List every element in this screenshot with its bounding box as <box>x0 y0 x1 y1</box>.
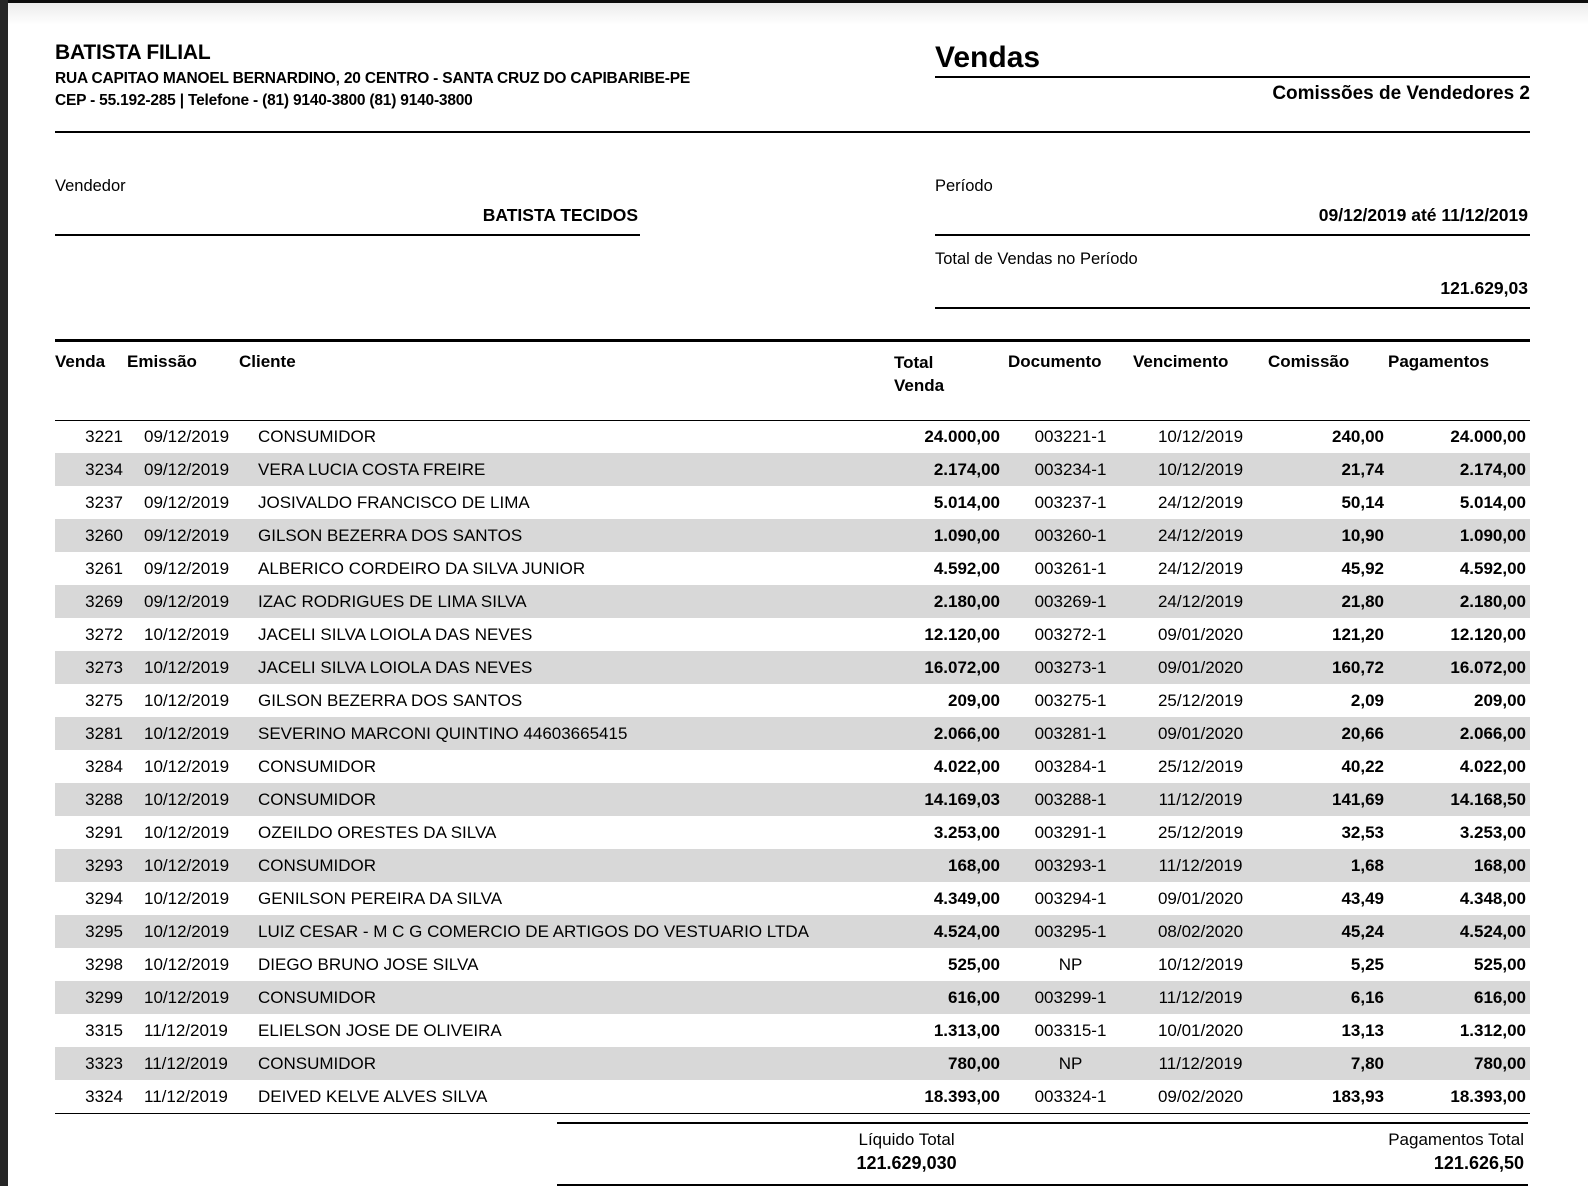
cell-emissao: 09/12/2019 <box>144 492 230 512</box>
cell-cliente: CONSUMIDOR <box>258 427 377 447</box>
table-row <box>55 750 1530 783</box>
cell-emissao: 10/12/2019 <box>144 756 230 776</box>
cell-pagamentos: 209,00 <box>1474 690 1526 710</box>
cell-venda: 3284 <box>85 756 123 776</box>
report-content <box>55 0 1530 1186</box>
cell-total-venda: 12.120,00 <box>924 624 1000 644</box>
cell-documento: 003293-1 <box>1034 855 1107 875</box>
col-header-comissao: Comissão <box>1268 351 1350 371</box>
cell-documento: 003324-1 <box>1034 1086 1107 1106</box>
cell-cliente: CONSUMIDOR <box>258 1053 377 1073</box>
cell-total-venda: 209,00 <box>948 690 1000 710</box>
cell-cliente: JOSIVALDO FRANCISCO DE LIMA <box>258 492 530 512</box>
cell-comissao: 2,09 <box>1350 690 1384 710</box>
total-vendas-field <box>935 250 1530 309</box>
cell-vencimento: 11/12/2019 <box>1158 1053 1243 1073</box>
cell-vencimento: 24/12/2019 <box>1157 558 1244 578</box>
header-divider <box>55 131 1530 133</box>
vendedor-value: BATISTA TECIDOS <box>55 196 640 236</box>
cell-emissao: 09/12/2019 <box>144 427 230 447</box>
cell-emissao: 09/12/2019 <box>144 591 230 611</box>
col-header-emissao: Emissão <box>127 351 197 371</box>
cell-total-venda: 1.090,00 <box>933 525 1000 545</box>
cell-pagamentos: 2.180,00 <box>1459 591 1526 611</box>
cell-documento: 003294-1 <box>1034 888 1107 908</box>
vendedor-label: Vendedor <box>55 176 126 195</box>
cell-pagamentos: 168,00 <box>1474 855 1526 875</box>
cell-pagamentos: 2.174,00 <box>1459 459 1526 479</box>
cell-total-venda: 4.592,00 <box>933 558 1000 578</box>
table-row <box>55 849 1530 882</box>
filter-section <box>55 177 1530 309</box>
report-subtitle: Comissões de Vendedores 2 <box>1272 83 1530 104</box>
cell-comissao: 21,74 <box>1341 459 1384 479</box>
cell-pagamentos: 4.524,00 <box>1459 921 1526 941</box>
cell-documento: NP <box>1058 1053 1083 1073</box>
cell-comissao: 1,68 <box>1350 855 1384 875</box>
cell-cliente: CONSUMIDOR <box>258 756 377 776</box>
cell-venda: 3288 <box>85 789 123 809</box>
cell-total-venda: 2.180,00 <box>933 591 1000 611</box>
cell-venda: 3234 <box>85 459 123 479</box>
periodo-field <box>935 177 1530 236</box>
cell-vencimento: 24/12/2019 <box>1157 492 1244 512</box>
cell-pagamentos: 18.393,00 <box>1450 1086 1526 1106</box>
cell-venda: 3275 <box>85 690 123 710</box>
pagamentos-total-value: 121.626,50 <box>1433 1153 1524 1174</box>
cell-comissao: 7,80 <box>1350 1053 1384 1073</box>
cell-venda: 3323 <box>85 1053 123 1073</box>
company-address-line2: CEP - 55.192-285 | Telefone - (81) 9140-3800 (81) 9140-3800 <box>55 92 473 110</box>
cell-documento: 003299-1 <box>1034 987 1107 1007</box>
cell-documento: NP <box>1058 954 1083 974</box>
table-row <box>55 717 1530 750</box>
cell-venda: 3269 <box>85 591 123 611</box>
cell-venda: 3221 <box>85 427 123 447</box>
table-row <box>55 1014 1530 1047</box>
liquido-total-label: Líquido Total <box>858 1130 955 1150</box>
cell-documento: 003237-1 <box>1034 492 1107 512</box>
table-row <box>55 420 1530 453</box>
cell-emissao: 09/12/2019 <box>144 525 230 545</box>
cell-pagamentos: 780,00 <box>1474 1053 1526 1073</box>
cell-pagamentos: 5.014,00 <box>1459 492 1526 512</box>
sales-table-body <box>55 420 1530 1113</box>
cell-cliente: CONSUMIDOR <box>258 987 377 1007</box>
cell-venda: 3272 <box>85 624 123 644</box>
cell-cliente: DIEGO BRUNO JOSE SILVA <box>258 954 479 974</box>
table-row <box>55 651 1530 684</box>
cell-comissao: 20,66 <box>1341 723 1384 743</box>
cell-cliente: JACELI SILVA LOIOLA DAS NEVES <box>258 657 533 677</box>
cell-cliente: CONSUMIDOR <box>258 855 377 875</box>
cell-emissao: 10/12/2019 <box>144 855 230 875</box>
table-row <box>55 981 1530 1014</box>
cell-vencimento: 09/01/2020 <box>1157 624 1244 644</box>
sales-table-header <box>55 340 1530 420</box>
cell-emissao: 10/12/2019 <box>144 888 230 908</box>
cell-cliente: GENILSON PEREIRA DA SILVA <box>258 888 503 908</box>
cell-vencimento: 25/12/2019 <box>1157 756 1244 776</box>
cell-total-venda: 3.253,00 <box>933 822 1000 842</box>
cell-venda: 3237 <box>85 492 123 512</box>
liquido-total-block <box>557 1130 1256 1174</box>
cell-pagamentos: 24.000,00 <box>1450 427 1526 447</box>
liquido-total-value: 121.629,030 <box>856 1153 957 1174</box>
cell-comissao: 21,80 <box>1341 591 1384 611</box>
cell-vencimento: 09/02/2020 <box>1157 1086 1244 1106</box>
cell-comissao: 183,93 <box>1332 1086 1384 1106</box>
cell-venda: 3298 <box>85 954 123 974</box>
cell-venda: 3299 <box>85 987 123 1007</box>
cell-vencimento: 25/12/2019 <box>1157 822 1244 842</box>
table-row <box>55 783 1530 816</box>
cell-emissao: 11/12/2019 <box>144 1053 228 1073</box>
cell-comissao: 160,72 <box>1332 657 1384 677</box>
cell-vencimento: 24/12/2019 <box>1157 525 1244 545</box>
cell-emissao: 11/12/2019 <box>144 1020 228 1040</box>
cell-comissao: 6,16 <box>1350 987 1384 1007</box>
vendedor-field <box>55 177 640 309</box>
col-header-documento: Documento <box>1008 351 1102 371</box>
cell-documento: 003284-1 <box>1034 756 1107 776</box>
table-row <box>55 948 1530 981</box>
cell-cliente: ALBERICO CORDEIRO DA SILVA JUNIOR <box>258 558 586 578</box>
cell-pagamentos: 4.592,00 <box>1459 558 1526 578</box>
cell-comissao: 50,14 <box>1341 492 1384 512</box>
cell-total-venda: 616,00 <box>948 987 1000 1007</box>
cell-vencimento: 11/12/2019 <box>1158 789 1243 809</box>
cell-emissao: 10/12/2019 <box>144 657 230 677</box>
cell-comissao: 141,69 <box>1332 789 1384 809</box>
cell-documento: 003234-1 <box>1034 459 1107 479</box>
cell-pagamentos: 4.348,00 <box>1459 888 1526 908</box>
cell-comissao: 121,20 <box>1332 624 1384 644</box>
cell-documento: 003261-1 <box>1034 558 1107 578</box>
cell-cliente: IZAC RODRIGUES DE LIMA SILVA <box>258 591 527 611</box>
cell-emissao: 10/12/2019 <box>144 921 230 941</box>
cell-cliente: JACELI SILVA LOIOLA DAS NEVES <box>258 624 533 644</box>
cell-vencimento: 10/12/2019 <box>1157 427 1244 447</box>
filter-spacer <box>640 177 935 309</box>
cell-emissao: 10/12/2019 <box>144 987 230 1007</box>
periodo-value: 09/12/2019 até 11/12/2019 <box>935 196 1530 236</box>
cell-total-venda: 2.174,00 <box>933 459 1000 479</box>
cell-vencimento: 10/01/2020 <box>1157 1020 1244 1040</box>
cell-pagamentos: 1.312,00 <box>1459 1020 1526 1040</box>
cell-total-venda: 16.072,00 <box>924 657 1000 677</box>
cell-cliente: DEIVED KELVE ALVES SILVA <box>258 1086 488 1106</box>
cell-documento: 003275-1 <box>1034 690 1107 710</box>
cell-venda: 3293 <box>85 855 123 875</box>
cell-emissao: 09/12/2019 <box>144 459 230 479</box>
col-header-pagamentos: Pagamentos <box>1388 351 1490 371</box>
cell-pagamentos: 16.072,00 <box>1450 657 1526 677</box>
table-row <box>55 618 1530 651</box>
cell-vencimento: 09/01/2020 <box>1157 723 1244 743</box>
cell-documento: 003295-1 <box>1034 921 1107 941</box>
company-block <box>55 41 935 113</box>
cell-comissao: 40,22 <box>1341 756 1384 776</box>
cell-pagamentos: 4.022,00 <box>1459 756 1526 776</box>
cell-vencimento: 11/12/2019 <box>1158 855 1243 875</box>
col-header-vencimento: Vencimento <box>1133 351 1229 371</box>
cell-emissao: 10/12/2019 <box>144 690 230 710</box>
table-bottom-divider <box>55 1113 1530 1114</box>
table-row <box>55 585 1530 618</box>
cell-venda: 3315 <box>85 1020 123 1040</box>
table-row <box>55 1080 1530 1113</box>
cell-comissao: 32,53 <box>1341 822 1384 842</box>
cell-cliente: LUIZ CESAR - M C G COMERCIO DE ARTIGOS DO VESTUARIO LTDA <box>258 921 809 941</box>
pagamentos-total-block <box>1256 1130 1528 1174</box>
title-block <box>935 41 1530 113</box>
cell-venda: 3273 <box>85 657 123 677</box>
cell-vencimento: 24/12/2019 <box>1157 591 1244 611</box>
cell-total-venda: 4.022,00 <box>933 756 1000 776</box>
cell-total-venda: 4.524,00 <box>933 921 1000 941</box>
cell-emissao: 10/12/2019 <box>144 723 230 743</box>
cell-total-venda: 168,00 <box>948 855 1000 875</box>
cell-pagamentos: 3.253,00 <box>1459 822 1526 842</box>
cell-documento: 003273-1 <box>1034 657 1107 677</box>
cell-pagamentos: 1.090,00 <box>1459 525 1526 545</box>
cell-venda: 3281 <box>85 723 123 743</box>
table-row <box>55 1047 1530 1080</box>
company-address <box>55 68 935 113</box>
cell-documento: 003221-1 <box>1034 427 1107 447</box>
cell-documento: 003272-1 <box>1034 624 1107 644</box>
cell-venda: 3291 <box>85 822 123 842</box>
report-title: Vendas <box>935 41 1530 78</box>
cell-cliente: GILSON BEZERRA DOS SANTOS <box>258 525 523 545</box>
col-header-venda: Venda <box>55 351 106 371</box>
cell-documento: 003288-1 <box>1034 789 1107 809</box>
cell-vencimento: 25/12/2019 <box>1157 690 1244 710</box>
table-row <box>55 882 1530 915</box>
cell-total-venda: 4.349,00 <box>933 888 1000 908</box>
cell-vencimento: 08/02/2020 <box>1157 921 1244 941</box>
cell-cliente: OZEILDO ORESTES DA SILVA <box>258 822 497 842</box>
cell-documento: 003281-1 <box>1034 723 1107 743</box>
cell-emissao: 11/12/2019 <box>144 1086 228 1106</box>
cell-pagamentos: 616,00 <box>1474 987 1526 1007</box>
totals-footer <box>557 1122 1528 1186</box>
cell-documento: 003315-1 <box>1034 1020 1107 1040</box>
cell-total-venda: 2.066,00 <box>933 723 1000 743</box>
cell-venda: 3324 <box>85 1086 123 1106</box>
cell-pagamentos: 12.120,00 <box>1450 624 1526 644</box>
table-row <box>55 552 1530 585</box>
cell-venda: 3294 <box>85 888 123 908</box>
cell-total-venda: 14.169,03 <box>924 789 1000 809</box>
table-row <box>55 684 1530 717</box>
cell-total-venda: 24.000,00 <box>924 427 1000 447</box>
table-row <box>55 453 1530 486</box>
company-address-line1: RUA CAPITAO MANOEL BERNARDINO, 20 CENTRO - SANTA CRUZ DO CAPIBARIBE-PE <box>55 70 691 87</box>
cell-venda: 3260 <box>85 525 123 545</box>
cell-comissao: 10,90 <box>1341 525 1384 545</box>
table-row <box>55 915 1530 948</box>
total-vendas-label: Total de Vendas no Período <box>935 249 1138 268</box>
cell-documento: 003269-1 <box>1034 591 1107 611</box>
cell-venda: 3295 <box>85 921 123 941</box>
cell-cliente: ELIELSON JOSE DE OLIVEIRA <box>258 1020 502 1040</box>
cell-pagamentos: 525,00 <box>1474 954 1526 974</box>
cell-comissao: 45,92 <box>1341 558 1384 578</box>
cell-cliente: VERA LUCIA COSTA FREIRE <box>258 459 486 479</box>
cell-emissao: 10/12/2019 <box>144 822 230 842</box>
cell-emissao: 10/12/2019 <box>144 954 230 974</box>
cell-comissao: 5,25 <box>1350 954 1384 974</box>
cell-vencimento: 10/12/2019 <box>1157 954 1244 974</box>
total-vendas-value: 121.629,03 <box>935 269 1530 309</box>
cell-cliente: GILSON BEZERRA DOS SANTOS <box>258 690 523 710</box>
cell-emissao: 09/12/2019 <box>144 558 230 578</box>
cell-cliente: SEVERINO MARCONI QUINTINO 44603665415 <box>258 723 628 743</box>
cell-total-venda: 1.313,00 <box>933 1020 1000 1040</box>
cell-cliente: CONSUMIDOR <box>258 789 377 809</box>
cell-comissao: 45,24 <box>1341 921 1384 941</box>
cell-pagamentos: 2.066,00 <box>1459 723 1526 743</box>
table-row <box>55 519 1530 552</box>
cell-documento: 003291-1 <box>1034 822 1107 842</box>
cell-comissao: 43,49 <box>1341 888 1384 908</box>
cell-comissao: 13,13 <box>1341 1020 1384 1040</box>
cell-total-venda: 525,00 <box>948 954 1000 974</box>
cell-vencimento: 10/12/2019 <box>1157 459 1244 479</box>
periodo-label: Período <box>935 176 993 195</box>
cell-vencimento: 09/01/2020 <box>1157 888 1244 908</box>
company-name: BATISTA FILIAL <box>55 41 211 64</box>
table-row <box>55 816 1530 849</box>
cell-venda: 3261 <box>85 558 123 578</box>
cell-emissao: 10/12/2019 <box>144 789 230 809</box>
col-header-cliente: Cliente <box>239 351 296 371</box>
table-row <box>55 486 1530 519</box>
report-header <box>55 0 1530 113</box>
periodo-block <box>935 177 1530 309</box>
cell-emissao: 10/12/2019 <box>144 624 230 644</box>
pagamentos-total-label: Pagamentos Total <box>1388 1130 1524 1150</box>
cell-pagamentos: 14.168,50 <box>1450 789 1526 809</box>
cell-total-venda: 18.393,00 <box>924 1086 1000 1106</box>
cell-total-venda: 780,00 <box>948 1053 1000 1073</box>
col-header-total-venda: Total Venda <box>894 352 945 395</box>
sales-table <box>55 339 1530 1113</box>
cell-total-venda: 5.014,00 <box>933 492 1000 512</box>
cell-vencimento: 11/12/2019 <box>1158 987 1243 1007</box>
cell-comissao: 240,00 <box>1332 427 1384 447</box>
cell-vencimento: 09/01/2020 <box>1157 657 1244 677</box>
cell-documento: 003260-1 <box>1034 525 1107 545</box>
window-left-edge <box>0 0 8 1186</box>
